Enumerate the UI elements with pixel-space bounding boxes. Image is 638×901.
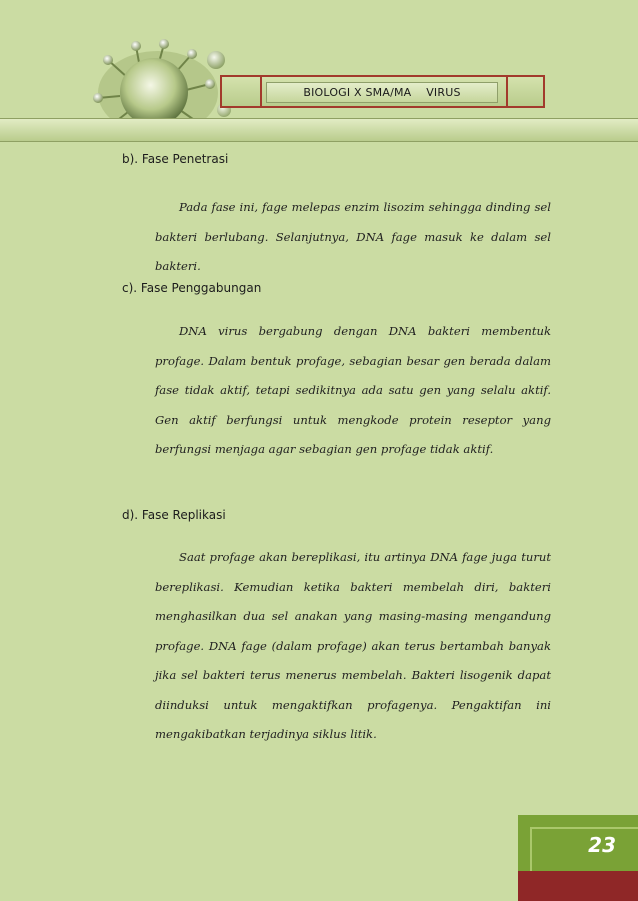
paragraph-text: DNA virus bergabung dengan DNA bakteri membentuk profage. Dalam bentuk profage, sebagian besar gen berada dalam fase tidak aktif, tetapi sedikitnya ada satu gen yang selalu aktif. Gen aktif berfungsi untuk mengkode protein reseptor yang berfungsi menjaga agar sebagian gen profage tidak aktif. xyxy=(155,324,551,456)
footer-bar xyxy=(518,871,638,901)
header-title: BIOLOGI X SMA/MA VIRUS xyxy=(266,82,498,103)
section-heading-penetrasi: b). Fase Penetrasi xyxy=(122,152,229,166)
header-band xyxy=(0,118,638,142)
section-heading-penggabungan: c). Fase Penggabungan xyxy=(122,281,262,295)
section-paragraph-penetrasi xyxy=(155,193,551,282)
paragraph-text: Pada fase ini, fage melepas enzim lisozim sehingga dinding sel bakteri berlubang. Selanjutnya, DNA fage masuk ke dalam sel bakteri. xyxy=(155,200,551,273)
section-paragraph-penggabungan xyxy=(155,317,551,465)
header-title-frame xyxy=(220,75,545,108)
section-paragraph-replikasi xyxy=(155,543,551,750)
section-heading-replikasi: d). Fase Replikasi xyxy=(122,508,226,522)
paragraph-text: Saat profage akan bereplikasi, itu artinya DNA fage juga turut bereplikasi. Kemudian ketika bakteri membelah diri, bakteri menghasilkan dua sel anakan yang masing-masing mengandung profage. DNA fage (dalam profage) akan terus bertambah banyak jika sel bakteri terus menerus membelah. Bakteri lisogenik dapat diinduksi untuk mengaktifkan profagenya. Pengaktifan ini mengakibatkan terjadinya siklus litik. xyxy=(155,550,551,741)
page-tab-frame xyxy=(530,827,638,871)
frame-divider xyxy=(260,77,262,106)
frame-divider xyxy=(506,77,508,106)
page-number: 23 xyxy=(588,833,616,857)
page-number-tab xyxy=(518,815,638,871)
